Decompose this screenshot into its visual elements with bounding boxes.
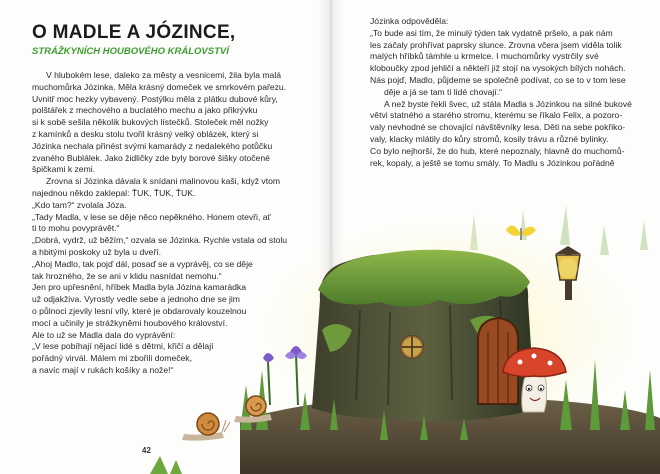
- text-line: děje a já se tam ti lidé chovají.“: [384, 86, 502, 97]
- right-body-text: [370, 16, 632, 169]
- text-line: mocí a učinily je strážkyněmi houbového království.: [32, 317, 228, 328]
- text-line: kloboučky zpod jehličí a někteří již stojí na vysokých bílých nohách.: [370, 63, 626, 74]
- text-line: muchomůrka Józinka. Měla krásný domeček ve smrkovém pařezu.: [32, 81, 287, 92]
- text-line: rek, kopaly, a ještě se tomu smály. To Madlu s Józinkou pořádně: [370, 157, 615, 168]
- page-number: 42: [142, 446, 151, 455]
- text-line: špičkami k zemi.: [32, 164, 96, 175]
- text-line: Ale to už se Madla dala do vyprávění:: [32, 329, 176, 340]
- text-line: tak hrozného, že se ani v klidu nasnídat nemohu.“: [32, 270, 222, 281]
- text-line: z kamínků a desku stolu tvořil krásný velký oblázek, který si: [32, 128, 259, 139]
- text-line: Uvnitř moc hezky vybavený. Postýlku měla z plátku dubové kůry,: [32, 93, 278, 104]
- text-line: valy nevhodné se chovající návštěvníky lesa. Děti na sebe pokřiko-: [370, 122, 626, 133]
- text-line: ti to mohu povyprávět.“: [32, 223, 120, 234]
- text-line: a navíc mají v rukách košíky a nože!“: [32, 364, 174, 375]
- text-line: o půlnoci zjevily lesní víly, které je obdarovaly kouzelnou: [32, 305, 247, 316]
- text-line: Józinka odpověděla:: [370, 16, 449, 26]
- text-line: „Tady Madla, v lese se děje něco nepěkného. Honem otevři, ať: [32, 211, 271, 222]
- text-line: les začaly prohřívat paprsky slunce. Zrovna včera jsem viděla tolik: [370, 39, 622, 50]
- text-line: pořádný virvál. Málem mi zbořili domeček,: [32, 353, 192, 364]
- text-line: Nás pojď, Madlo, půjdeme se společně podívat, co se to v tom lese: [370, 74, 626, 85]
- text-line: Co bylo nejhorší, že do hub, které nepoznaly, hlavně do muchomů-: [370, 145, 625, 156]
- text-line: a hbitými poskoky už byla u dveří.: [32, 246, 161, 257]
- text-line: Zrovna si Józinka dávala k snídani malinovou kaši, když vtom: [46, 176, 281, 187]
- text-line: malých hříbků támhle u krmelce. I muchomůrky vystrčily své: [370, 51, 599, 62]
- text-line: „Dobrá, vydrž, už běžím,“ ozvala se Józinka. Rychle vstala od stolu: [32, 235, 288, 246]
- text-line: Józinka nechala přinést svými kamarády z nedalekého potůčku: [32, 140, 273, 151]
- text-line: A než byste řekli švec, už stála Madla s Józinkou na silné bukové: [384, 98, 632, 109]
- text-line: „V lese pobíhají nějací lidé s dětmi, křičí a dělají: [32, 341, 214, 352]
- text-line: „Kdo tam?“ zvolala Józa.: [32, 199, 127, 210]
- text-line: „Ahoj Madlo, tak pojď dál, posaď se a vyprávěj, co se děje: [32, 258, 253, 269]
- text-line: najednou někdo zaklepal: ŤUK, ŤUK, ŤUK.: [32, 187, 196, 198]
- text-line: si k sobě sešila několik bukových lístečků. Stoleček měl nožky: [32, 117, 269, 128]
- stump-window: [401, 336, 423, 358]
- page-subtitle: STRÁŽKYNÍCH HOUBOVÉHO KRÁLOVSTVÍ: [32, 46, 229, 57]
- left-body-text: [32, 70, 294, 377]
- text-line: zvaného Bublálek. Jako židličky zde byly borové šišky otočené: [32, 152, 270, 163]
- text-line: „To bude asi tím, že minulý týden tak vydatně pršelo, a pak nám: [370, 27, 613, 38]
- text-line: už odjakživa. Vyrostly vedle sebe a jednoho dne se jim: [32, 294, 240, 305]
- page-title: O MADLE A JÓZINCE,: [32, 22, 236, 43]
- text-line: V hlubokém lese, daleko za městy a vesnicemi, žila byla malá: [46, 70, 282, 80]
- text-line: valy, klacky mlátily do kůry stromů, kosily trávu a různé bylinky.: [370, 133, 609, 144]
- text-line: polštářek z mechového a buclatého mechu a jako přikrývku: [32, 105, 258, 116]
- text-line: Jen pro upřesnění, hříbek Madla byla Józina kamarádka: [32, 282, 247, 293]
- text-line: větvi statného a starého stromu, kterému se říkalo Felix, a pozoro-: [370, 110, 623, 121]
